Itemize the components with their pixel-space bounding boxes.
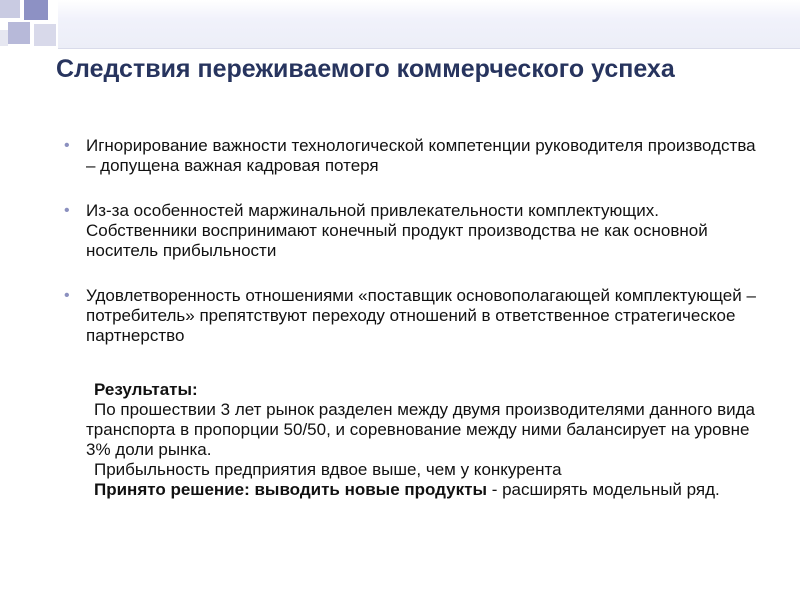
slide-title: Следствия переживаемого коммерческого успеха (56, 55, 675, 83)
bullet-marker: • (64, 137, 70, 154)
results-line: Прибыльность предприятия вдвое выше, чем у конкурента (94, 460, 562, 479)
bullet-item (64, 286, 764, 346)
bullet-text: Из-за особенностей маржинальной привлекательности комплектующих. Собственники воспринимают конечный продукт производства не как основной носитель прибыльности (86, 201, 708, 260)
results-line (86, 400, 776, 460)
bullet-item (64, 201, 764, 261)
bullet-item (64, 136, 764, 176)
decor-square (24, 0, 48, 20)
results-block (86, 380, 776, 500)
bullet-list (64, 136, 764, 371)
bullet-text: Удовлетворенность отношениями «поставщик основополагающей комплектующей –потребитель» препятствуют переходу отношений в ответственное стратегическое партнерство (86, 286, 756, 345)
bullet-marker: • (64, 287, 70, 304)
bullet-marker: • (64, 202, 70, 219)
decor-square (8, 22, 30, 44)
top-bar (58, 0, 800, 49)
bullet-text: Игнорирование важности технологической компетенции руководителя производства – допущена важная кадровая потеря (86, 136, 756, 175)
decor-square (0, 0, 20, 18)
decor-square (34, 24, 56, 46)
decor-square (0, 30, 8, 46)
decision-bold: Принято решение: выводить новые продукты (94, 480, 487, 499)
results-text-1: По прошествии 3 лет рынок разделен между двумя производителями данного вида транспорта в пропорции 50/50, и соревнование между ними балансирует на уровне 3% доли рынка. (86, 400, 755, 459)
decision-line (86, 480, 776, 500)
results-heading: Результаты: (94, 380, 198, 399)
decision-rest: - расширять модельный ряд. (486, 480, 720, 499)
